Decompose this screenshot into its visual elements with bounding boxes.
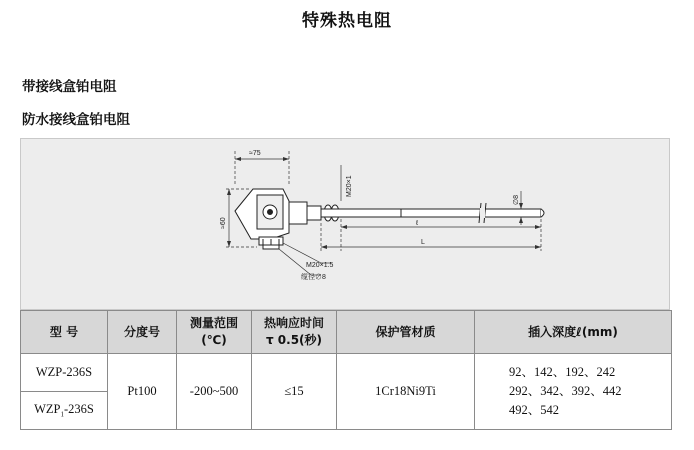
section-heading-junction-box: 带接线盒铂电阻 [22, 79, 117, 95]
depth-cell [475, 354, 672, 430]
junction-box-head [235, 189, 321, 239]
header-range-line2: (℃) [201, 333, 227, 347]
header-material: 保护管材质 [337, 311, 475, 354]
dim-width-label: ≈75 [249, 150, 261, 157]
model2-prefix: WZP [34, 402, 61, 417]
cable-diameter-label: 缆径∅8 [301, 274, 326, 281]
model-cell-2 [21, 392, 108, 430]
header-model: 型 号 [21, 311, 108, 354]
depth-line-1: 92、142、192、242 [509, 365, 616, 379]
table-header-row [21, 311, 672, 354]
drawing-panel [20, 138, 670, 310]
header-grade: 分度号 [108, 311, 177, 354]
rtd-drawing [21, 139, 671, 311]
header-response [252, 311, 337, 354]
cable-gland [259, 237, 283, 249]
table-row [21, 354, 672, 392]
model2-suffix: -236S [64, 402, 94, 417]
spec-table [20, 310, 672, 430]
header-range-line1: 测量范围 [189, 316, 238, 330]
model-cell-1: WZP-236S [21, 354, 108, 392]
thread-top-label: M20×1 [346, 175, 353, 197]
response-cell: ≤15 [252, 354, 337, 430]
model2-subscript: 1 [60, 410, 64, 419]
page-title: 特殊热电阻 [302, 11, 392, 31]
header-depth: 插入深度ℓ(mm) [475, 311, 672, 354]
section-heading-waterproof-box: 防水接线盒铂电阻 [22, 112, 130, 128]
grade-cell: Pt100 [108, 354, 177, 430]
thread-bottom-label: M20×1.5 [306, 262, 334, 269]
header-response-line1: 热响应时间 [263, 316, 324, 330]
dim-height-label: ≈60 [220, 217, 227, 229]
depth-line-2: 292、342、392、442 [509, 384, 622, 398]
diameter-label: ∅8 [513, 195, 520, 205]
mounting-thread [321, 205, 401, 221]
depth-line-3: 492、542 [509, 403, 560, 417]
header-response-line2: τ 0.5(秒) [265, 333, 323, 347]
material-cell: 1Cr18Ni9Ti [337, 354, 475, 430]
length-l-small-label: ℓ [416, 220, 419, 227]
header-range [177, 311, 252, 354]
range-cell: -200~500 [177, 354, 252, 430]
protection-tube [401, 203, 544, 223]
length-L-label: L [421, 239, 425, 246]
